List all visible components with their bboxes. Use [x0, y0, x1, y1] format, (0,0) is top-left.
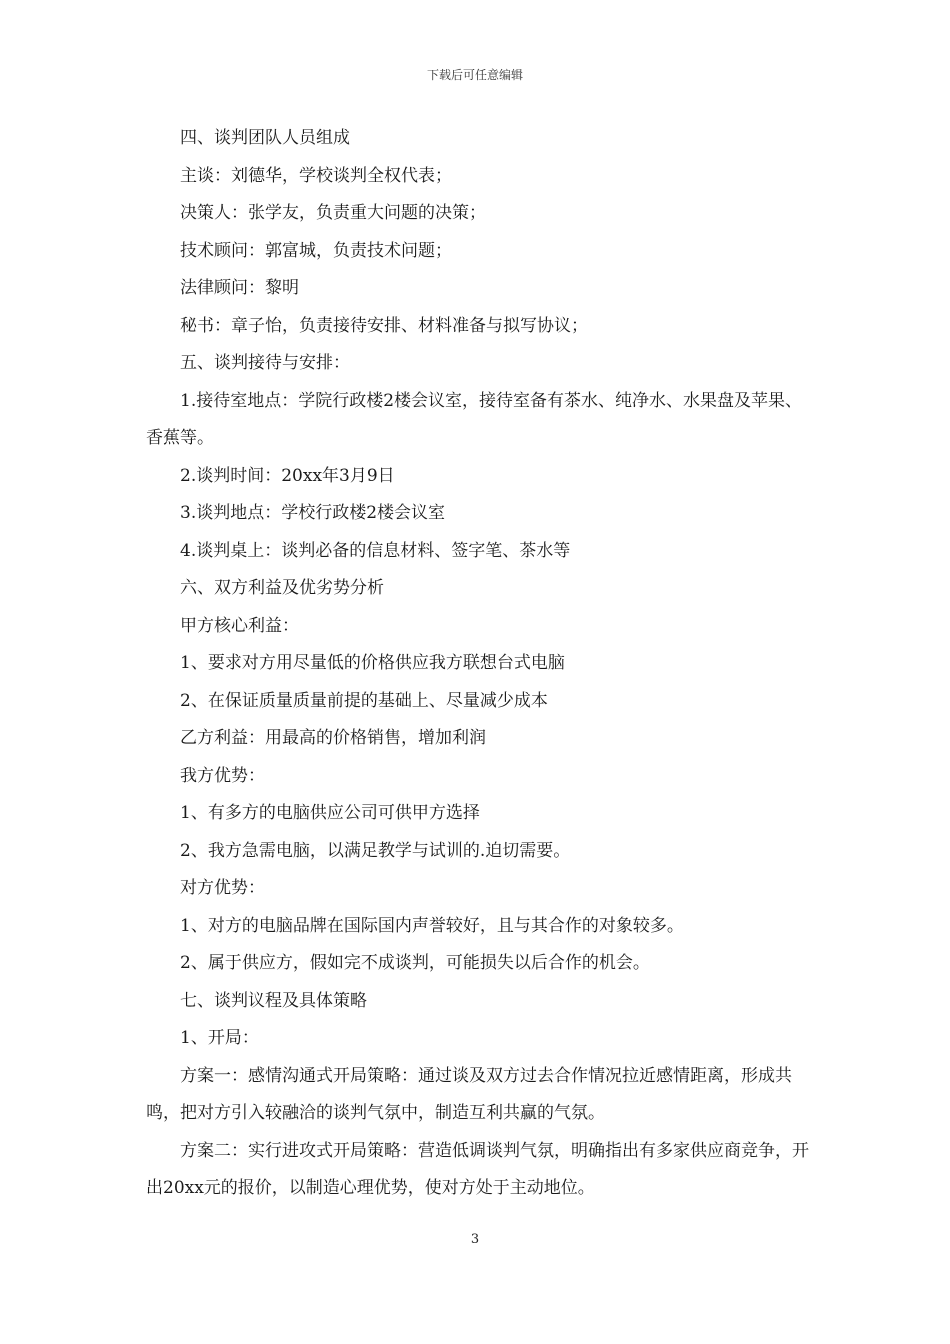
section-heading: 五、谈判接待与安排： [180, 353, 350, 373]
page-number: 3 [470, 1232, 480, 1247]
paragraph: 方案一：感情沟通式开局策略：通过谈及双方过去合作情况拉近感情距离，形成共鸣，把对方引入较融洽的谈判气氛中，制造互利共赢的气氛。 [146, 1065, 792, 1123]
paragraph: 秘书：章子怡，负责接待安排、材料准备与拟写协议； [180, 315, 588, 336]
paragraph: 1.接待室地点：学院行政楼2楼会议室，接待室备有茶水、纯净水、水果盘及苹果、香蕉等。 [146, 390, 803, 448]
paragraph: 技术顾问：郭富城，负责技术问题； [180, 240, 452, 261]
paragraph: 法律顾问：黎明 [180, 278, 299, 298]
list-item: 1、有多方的电脑供应公司可供甲方选择 [180, 803, 480, 823]
list-item: 1、对方的电脑品牌在国际国内声誉较好，且与其合作的对象较多。 [180, 915, 684, 936]
paragraph: 2.谈判时间：20xx年3月9日 [180, 465, 395, 486]
list-item: 1、要求对方用尽量低的价格供应我方联想台式电脑 [180, 653, 565, 673]
paragraph: 甲方核心利益： [180, 615, 299, 636]
section-heading: 六、双方利益及优劣势分析 [180, 578, 384, 598]
paragraph: 我方优势： [180, 765, 265, 786]
list-item: 2、在保证质量质量前提的基础上、尽量减少成本 [180, 690, 548, 711]
paragraph: 1、开局： [180, 1028, 259, 1048]
paragraph: 4.谈判桌上：谈判必备的信息材料、签字笔、茶水等 [180, 540, 571, 561]
section-heading: 七、谈判议程及具体策略 [180, 990, 367, 1011]
paragraph: 3.谈判地点：学校行政楼2楼会议室 [180, 503, 446, 523]
document-body [146, 120, 810, 1208]
section-heading: 四、谈判团队人员组成 [180, 128, 350, 148]
page-header: 下载后可任意编辑 [426, 68, 523, 82]
paragraph: 方案二：实行进攻式开局策略：营造低调谈判气氛，明确指出有多家供应商竞争，开出20xx元的报价，以制造心理优势，使对方处于主动地位。 [146, 1140, 809, 1198]
list-item: 2、我方急需电脑，以满足教学与试训的.迫切需要。 [180, 840, 571, 861]
paragraph: 对方优势： [180, 878, 265, 898]
paragraph: 决策人：张学友，负责重大问题的决策； [180, 203, 486, 223]
paragraph: 主谈：刘德华，学校谈判全权代表； [180, 165, 452, 186]
list-item: 2、属于供应方，假如完不成谈判，可能损失以后合作的机会。 [180, 953, 650, 973]
paragraph: 乙方利益：用最高的价格销售，增加利润 [180, 728, 486, 748]
